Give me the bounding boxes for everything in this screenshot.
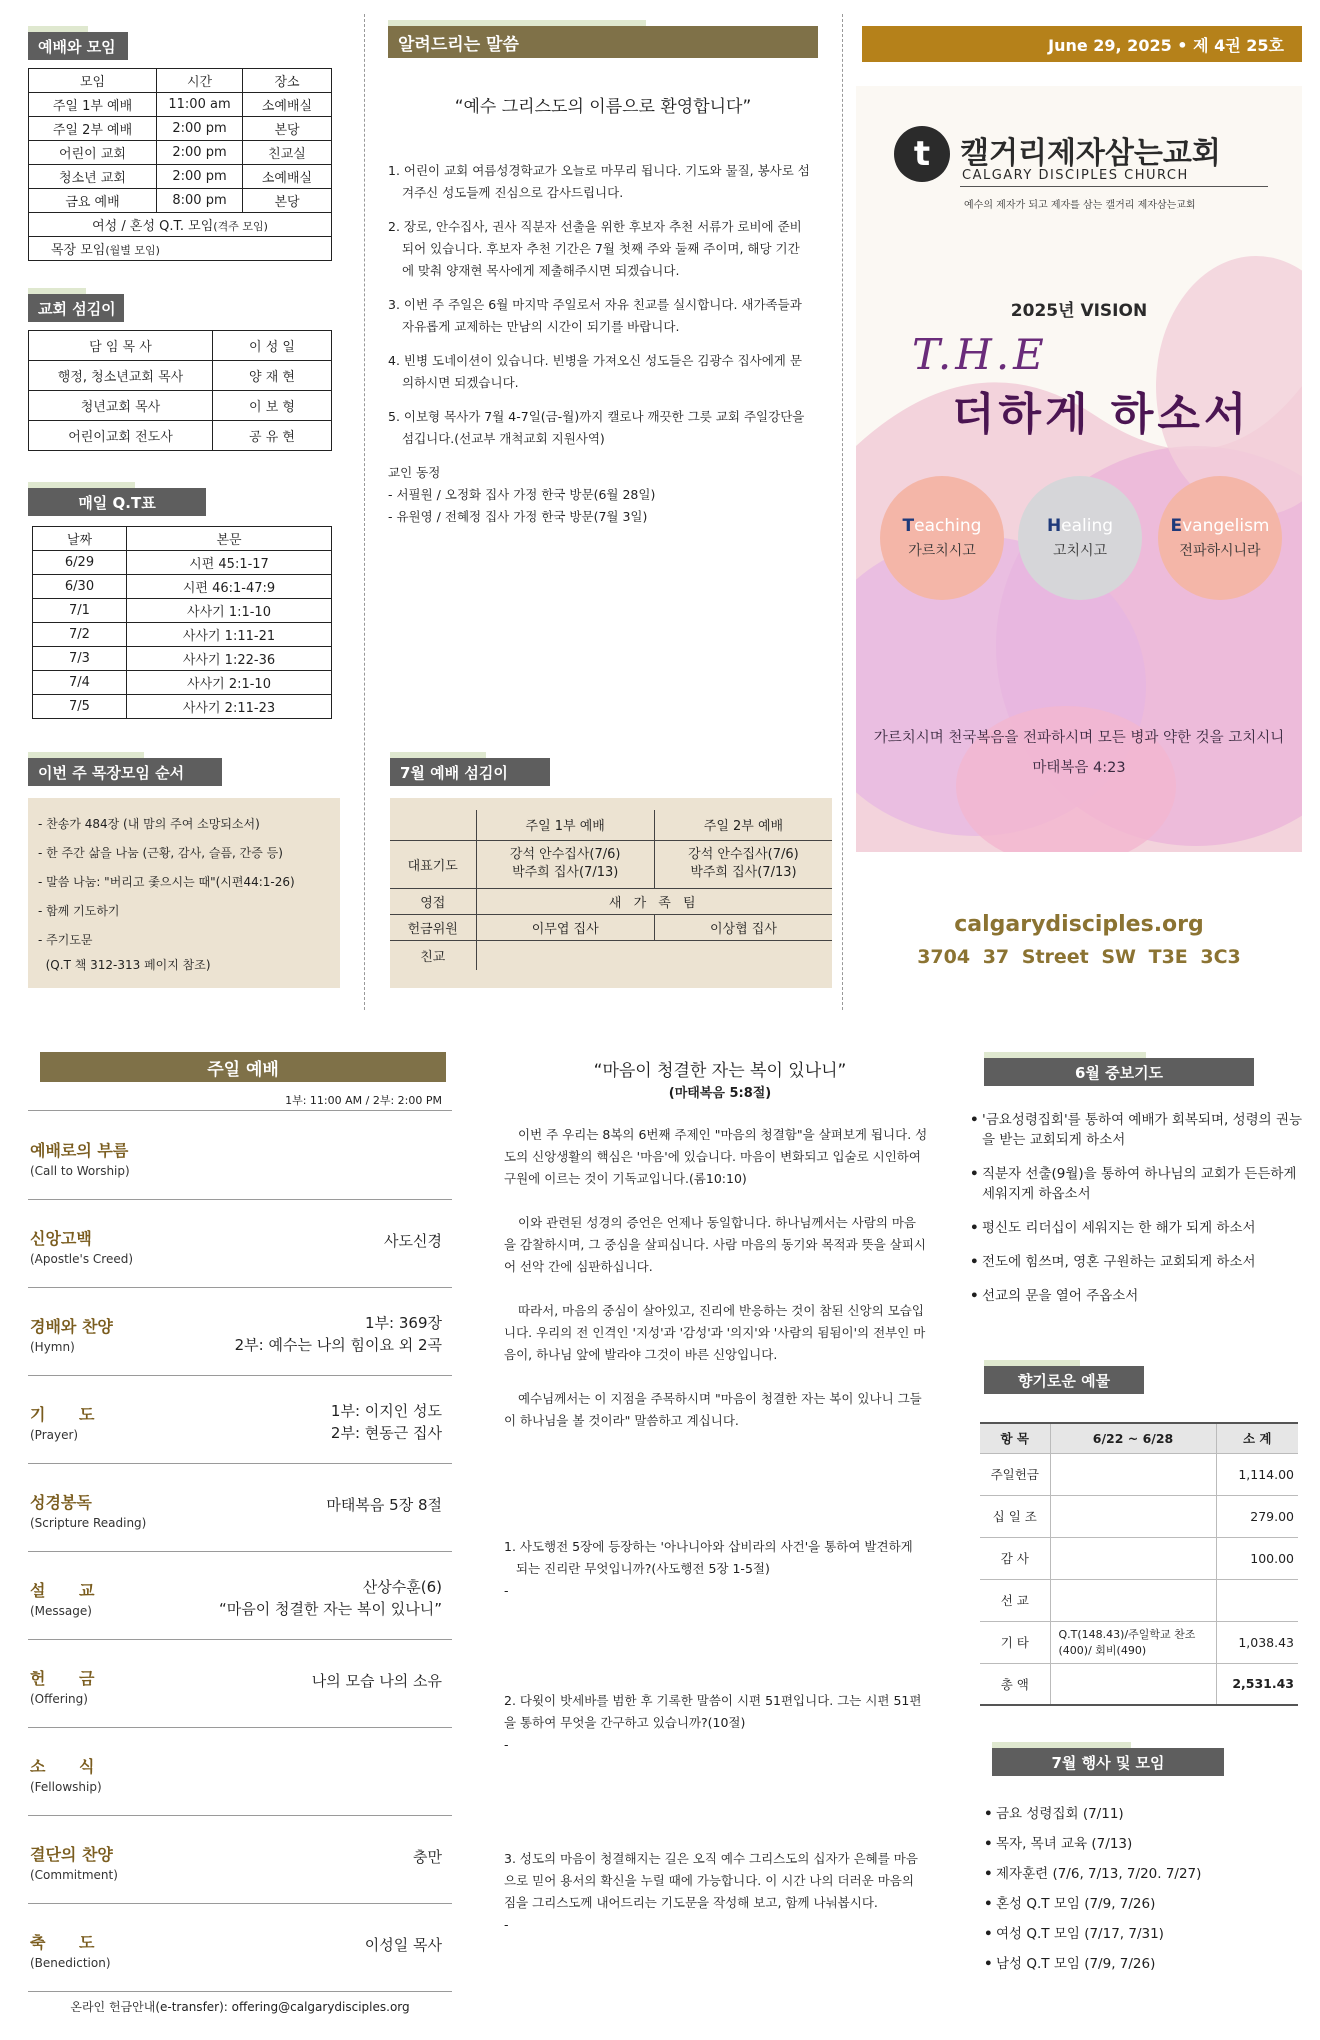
table-row [980,1495,1298,1537]
cell: 사사기 1:11-21 [127,623,332,647]
cell: 2:00 pm [157,117,243,141]
table-row [980,1621,1298,1663]
circle-title [1047,516,1113,536]
notice-header: 알려드리는 말씀 [388,26,818,58]
church-name-ko: 캘거리제자삼는교회 [960,136,1221,171]
list-item: 3. 이번 주 주일은 6월 마지막 주일로서 자유 친교를 실시합니다. 새가족들과 자유롭게 교제하는 만남의 시간이 되기를 바랍니다. [388,297,802,334]
service-item-prayer [28,1376,452,1464]
prayer-list [970,1110,1304,1320]
cell-box [28,798,340,988]
question-text: 2. 다윗이 밧세바를 범한 후 기록한 말씀이 시편 51편입니다. 그는 시편 51편을 통하여 무엇을 간구하고 있습니까?(10절) [504,1693,922,1730]
list-item: 2. 장로, 안수집사, 권사 직분자 선출을 위한 후보자 추천 서류가 로비에 준비되어 있습니다. 후보자 추천 기간은 7월 첫째 주와 둘째 주이며, 해당 기간에 맞춰 양재현 목사에게 제출해주시면 되겠습니다. [388,219,802,278]
vision-title: 2025년 VISION [1010,301,1148,321]
cell: 이무엽 집사 [476,914,654,940]
list-item: • 전도에 힘쓰며, 영혼 구원하는 교회되게 하소서 [970,1252,1304,1272]
cell: 선 교 [980,1579,1050,1621]
service-item-english: (Commitment) [30,1868,118,1882]
service-item-title: 축 도 [30,1933,109,1952]
row-label: 친교 [420,949,446,965]
servants-table [28,330,332,451]
service-item-title: 예배로의 부름 [30,1141,129,1160]
table-row-total [980,1663,1298,1705]
table-row [29,165,332,189]
cell [1050,1537,1216,1579]
list-item: • 선교의 문을 열어 주옵소서 [970,1286,1304,1306]
cell [390,810,476,840]
servants-header: 교회 섬김이 [28,294,124,322]
sermon-reference: (마태복음 5:8절) [668,1086,772,1101]
cell: 공 유 현 [213,421,332,451]
teaching-circle [880,476,1004,600]
cell: 주일헌금 [980,1453,1050,1495]
circle-initial: H [1046,516,1062,536]
church-logo: t [894,126,950,182]
cell: 사사기 1:22-36 [127,647,332,671]
table-row [29,93,332,117]
list-item: (Q.T 책 312-313 페이지 참조) [38,958,211,972]
fold-line [842,14,843,1010]
circle-subtitle: 가르치시고 [908,543,976,559]
cell: 7/2 [33,623,127,647]
list-item: • 직분자 선출(9월)을 통하여 하나님의 교회가 든든하게 세워지게 하옵소서 [970,1164,1304,1204]
qt-col-text: 본문 [127,527,332,551]
answer-dash: - [504,1583,509,1598]
list-item: - 말씀 나눔: "버리고 좇으시는 때"(시편44:1-26) [38,875,295,889]
table-row [980,1579,1298,1621]
table-row [33,647,332,671]
cell: 친교실 [243,141,332,165]
cell: 2:00 pm [157,141,243,165]
notice-list [388,160,810,528]
cell: 총 액 [980,1663,1050,1705]
cell: 1,114.00 [1216,1453,1298,1495]
service-item-call [28,1112,452,1200]
cell: 행정, 청소년교회 목사 [29,361,213,391]
july-serve-table [390,810,832,970]
qt-col-date: 날짜 [33,527,127,551]
cell: 금요 예배 [29,189,157,213]
events-list [984,1804,1304,1984]
cell-main: 여성 / 혼성 Q.T. 모임 [92,219,214,234]
cell: 이 보 형 [213,391,332,421]
worship-header: 예배와 모임 [28,32,128,60]
cell: 어린이교회 전도사 [29,421,213,451]
list-item: - 서필원 / 오정화 집사 가정 한국 방문(6월 28일) [388,487,656,502]
cell [476,840,654,888]
table-row [33,575,332,599]
cell: 주일 1부 예배 [29,93,157,117]
service-item-title: 성경봉독 [30,1493,92,1512]
offering-col-item: 항 목 [980,1423,1050,1453]
offering-col-period: 6/22 ~ 6/28 [1050,1423,1216,1453]
service-item-scripture [28,1464,452,1552]
cell: 이상협 집사 [654,914,832,940]
service-item-english: (Apostle's Creed) [30,1252,134,1266]
cell [1050,1495,1216,1537]
july-serve-header: 7월 예배 섬김이 [390,758,550,786]
list-item: - 유원영 / 전혜정 집사 가정 한국 방문(7월 3일) [388,509,648,524]
service-item-value: 1부: 이지인 성도 2부: 현동근 집사 [330,1402,442,1442]
sermon-paragraph: 따라서, 마음의 중심이 살아있고, 진리에 반응하는 것이 참된 신앙의 모습입니다. 우리의 전 인격인 '지성'과 '감성'과 '의지'와 '사람의 됨됨이'의 전부인 마음이, 하나님 앞에 발라야 그것이 바른 신앙입니다. [504,1303,926,1362]
service-header: 주일 예배 [40,1052,446,1082]
cell-line: 강석 안수집사(7/6) [509,847,621,862]
cell: 양 재 현 [213,361,332,391]
table-row [29,189,332,213]
list-item: - 함께 기도하기 [38,904,120,918]
service-item-title: 경배와 찬양 [30,1317,113,1336]
service-item-english: (Fellowship) [30,1780,102,1794]
worship-col-meeting: 모임 [29,69,157,93]
prayer-header: 6월 중보기도 [984,1058,1254,1086]
cell: 1,038.43 [1216,1621,1298,1663]
list-item: 1. 어린이 교회 여름성경학교가 오늘로 마무리 됩니다. 기도와 물질, 봉사로 섬겨주신 성도들께 진심으로 감사드립니다. [388,163,810,200]
question-text: 3. 성도의 마음이 청결해지는 길은 오직 예수 그리스도의 십자가 은혜를 마음으로 믿어 용서의 확신을 누릴 때에 가능합니다. 이 시간 나의 더러운 마음의 짐을 그리스도께 내어드리는 기도문을 작성해 보고, 함께 나눠봅시다. [504,1851,918,1910]
service-top-rule [28,1110,452,1111]
worship-col-time: 시간 [157,69,243,93]
service-item-message [28,1552,452,1640]
the-acronym: T.H.E [912,330,1048,379]
row-label: 대표기도 [390,840,476,888]
table-row [29,213,332,237]
service-item-title: 기 도 [30,1405,109,1424]
service-item-title: 소 식 [30,1757,109,1776]
service-item-title: 신앙고백 [30,1229,92,1248]
service-item-value: 이성일 목사 [364,1936,442,1954]
circle-subtitle: 전파하시니라 [1179,543,1261,559]
logo-rule [960,186,1268,187]
online-offering-info: 온라인 헌금안내(e-transfer): offering@calgarydisciples.org [70,2000,410,2014]
cell: 소예배실 [243,93,332,117]
cover-art [856,86,1302,852]
news-title: 교인 동정 [388,465,441,480]
service-item-english: (Prayer) [30,1428,79,1442]
cell: 이 성 일 [213,331,332,361]
service-item-title: 결단의 찬양 [30,1845,113,1864]
service-item-title: 헌 금 [30,1669,109,1688]
sermon-paragraph: 이번 주 우리는 8복의 6번째 주제인 "마음의 청결함"을 살펴보게 됩니다. 성도의 신앙생활의 핵심은 '마음'에 있습니다. 마음이 변화되고 입술로 시인하여 구원에 이르는 것이 기독교입니다.(롬10:10) [504,1127,928,1186]
offering-col-subtotal: 소 계 [1216,1423,1298,1453]
worship-col-place: 장소 [243,69,332,93]
service-item-english: (Benediction) [30,1956,111,1970]
cell-header: 이번 주 목장모임 순서 [28,758,222,786]
cell [476,940,832,970]
service-times: 1부: 11:00 AM / 2부: 2:00 PM [285,1094,442,1107]
cell-main: 목장 모임 [51,243,106,258]
cell: 시편 45:1-17 [127,551,332,575]
cell [29,213,332,237]
circle-subtitle: 고치시고 [1052,543,1108,559]
cell: Q.T(148.43)/주일학교 찬조(400)/ 회비(490) [1050,1621,1216,1663]
question-text: 1. 사도행전 5장에 등장하는 '아나니아와 삽비라의 사건'을 통하여 발견하게 되는 진리란 무엇입니까?(사도행전 5장 1-5절) [504,1539,913,1576]
church-tagline: 예수의 제자가 되고 제자를 삼는 캘거리 제자삼는교회 [964,200,1196,211]
cell: 6/29 [33,551,127,575]
circle-initial: E [1170,516,1183,536]
cell-line: 박주희 집사(7/13) [512,865,619,880]
sermon-body [504,1124,928,1432]
cell: 감 사 [980,1537,1050,1579]
offering-header: 향기로운 예물 [984,1366,1144,1394]
sermon-question-3 [504,1848,928,1936]
circle-title [903,516,982,536]
qt-table [32,526,332,719]
table-row [33,671,332,695]
list-item: • 남성 Q.T 모임 (7/9, 7/26) [984,1954,1304,1974]
service-item-fellowship [28,1728,452,1816]
table-row [29,237,332,261]
list-item: • 제자훈련 (7/6, 7/13, 7/20. 7/27) [984,1864,1304,1884]
col-second-service: 주일 2부 예배 [654,810,832,840]
cell: 담 임 목 사 [29,331,213,361]
circle-rest: eaching [914,516,982,536]
service-item-english: (Offering) [30,1692,88,1706]
table-row [33,623,332,647]
table-row [29,391,332,421]
table-row [29,141,332,165]
table-row [29,117,332,141]
answer-dash: - [504,1737,509,1752]
cover-verse-ref: 마태복음 4:23 [1032,760,1126,776]
offering-table [980,1422,1298,1706]
cell [1050,1579,1216,1621]
service-item-english: (Scripture Reading) [30,1516,147,1530]
list-item: 4. 빈병 도네이션이 있습니다. 빈병을 가져오신 성도들은 김광수 집사에게 문의하시면 되겠습니다. [388,353,802,390]
cell: 본당 [243,117,332,141]
service-item-commitment [28,1816,452,1904]
website-link[interactable]: calgarydisciples.org [954,912,1204,937]
service-item-title: 설 교 [30,1581,109,1600]
cell: 십 일 조 [980,1495,1050,1537]
table-row [29,421,332,451]
evangelism-circle [1158,476,1282,600]
list-item: • 평신도 리더십이 세워지는 한 해가 되게 하소서 [970,1218,1304,1238]
cell: 8:00 pm [157,189,243,213]
issue-date: June 29, 2025 • 제 4권 25호 [1048,35,1284,55]
offering-total: 2,531.43 [1216,1663,1298,1705]
table-row [33,695,332,719]
row-label: 헌금위원 [390,914,476,940]
service-item-offering [28,1640,452,1728]
cell: 100.00 [1216,1537,1298,1579]
circle-rest: ealing [1061,516,1114,536]
service-item-value: 산상수훈(6) “마음이 청결한 자는 복이 있나니” [219,1578,442,1618]
cell-line: 강석 안수집사(7/6) [688,847,799,862]
cell [29,237,332,261]
list-item: • 목자, 목녀 교육 (7/13) [984,1834,1304,1854]
cell: 7/4 [33,671,127,695]
sermon-paragraph: 예수님께서는 이 지점을 주목하시며 "마음이 청결한 자는 복이 있나니 그들이 하나님을 볼 것이라" 말씀하고 계십니다. [504,1391,922,1428]
sermon-question-1 [504,1536,928,1602]
cell-note: (격주 모임) [213,220,268,233]
list-item: • 여성 Q.T 모임 (7/17, 7/31) [984,1924,1304,1944]
cell: 11:00 am [157,93,243,117]
table-row [33,551,332,575]
cell: 279.00 [1216,1495,1298,1537]
qt-header: 매일 Q.T표 [28,488,206,516]
list-item: 5. 이보형 목사가 7월 4-7일(금-월)까지 캘로나 깨끗한 그릇 교회 주일강단을 섬깁니다.(선교부 개척교회 지원사역) [388,409,805,446]
events-header: 7월 행사 및 모임 [992,1748,1224,1776]
cell: 본당 [243,189,332,213]
col-first-service: 주일 1부 예배 [476,810,654,840]
service-item-value: 충만 [413,1848,442,1866]
cover-verse: 가르치시며 천국복음을 전파하시며 모든 병과 약한 것을 고치시니 [873,730,1285,746]
table-row [980,1453,1298,1495]
answer-dash: - [504,1917,509,1932]
cell: 6/30 [33,575,127,599]
cell: 7/5 [33,695,127,719]
cell: 청년교회 목사 [29,391,213,421]
list-item: - 한 주간 삶을 나눔 (근황, 감사, 슬픔, 간증 등) [38,846,283,860]
cell [654,840,832,888]
cell [1050,1453,1216,1495]
row-label: 영접 [390,888,476,914]
service-item-english: (Call to Worship) [30,1164,130,1178]
service-item-value: 나의 모습 나의 소유 [311,1672,442,1690]
cell: 사사기 1:1-10 [127,599,332,623]
table-row [33,599,332,623]
church-name-en: CALGARY DISCIPLES CHURCH [962,168,1189,183]
date-bar [862,26,1302,62]
circle-title [1171,516,1270,536]
service-item-value: 사도신경 [384,1232,442,1250]
welcome-heading: “예수 그리스도의 이름으로 환영합니다” [454,97,752,117]
cell: 기 타 [980,1621,1050,1663]
list-item: • 혼성 Q.T 모임 (7/9, 7/26) [984,1894,1304,1914]
list-item: - 찬송가 484장 (내 맘의 주여 소망되소서) [38,817,260,831]
healing-circle [1018,476,1142,600]
cell: 사사기 2:11-23 [127,695,332,719]
table-row [29,331,332,361]
circle-initial: T [902,516,915,536]
cell: 소예배실 [243,165,332,189]
service-item-value: 마태복음 5장 8절 [326,1496,442,1514]
service-item-benediction [28,1904,452,1992]
service-item-hymn [28,1288,452,1376]
church-address: 3704 37 Street SW T3E 3C3 [917,946,1241,968]
cell: 시편 46:1-47:9 [127,575,332,599]
service-item-english: (Hymn) [30,1340,75,1354]
fold-line [364,14,365,1010]
list-item: • 금요 성령집회 (7/11) [984,1804,1304,1824]
cell [1216,1579,1298,1621]
table-row [29,361,332,391]
list-item: - 주기도문 [38,933,93,947]
list-item: • '금요성령집회'를 통하여 예배가 회복되며, 성령의 권능을 받는 교회되게 하소서 [970,1110,1304,1150]
cell-line: 박주희 집사(7/13) [690,865,797,880]
cell: 7/1 [33,599,127,623]
service-item-value: 1부: 369장 2부: 예수는 나의 힘이요 외 2곡 [234,1314,442,1354]
cell: 청소년 교회 [29,165,157,189]
sermon-question-2 [504,1690,928,1756]
cell: 어린이 교회 [29,141,157,165]
cell: 새 가 족 팀 [476,888,832,914]
sermon-paragraph: 이와 관련된 성경의 증언은 언제나 동일합니다. 하나님께서는 사람의 마음을 감찰하시며, 그 중심을 살피십니다. 사람 마음의 동기와 목적과 뜻을 살피시어 선악 간에 심판하십니다. [504,1215,927,1274]
cell [1050,1663,1216,1705]
july-serve-box [390,798,832,988]
cell: 주일 2부 예배 [29,117,157,141]
cell: 2:00 pm [157,165,243,189]
cell: 사사기 2:1-10 [127,671,332,695]
vision-motto: 더하게 하소서 [952,389,1251,440]
service-item-creed [28,1200,452,1288]
cell: 7/3 [33,647,127,671]
table-row [980,1537,1298,1579]
cell-note: (월별 모임) [105,244,160,257]
worship-table [28,68,332,261]
sermon-title: “마음이 청결한 자는 복이 있나니” [593,1061,847,1081]
circle-rest: vangelism [1182,516,1270,536]
service-item-english: (Message) [30,1604,92,1618]
